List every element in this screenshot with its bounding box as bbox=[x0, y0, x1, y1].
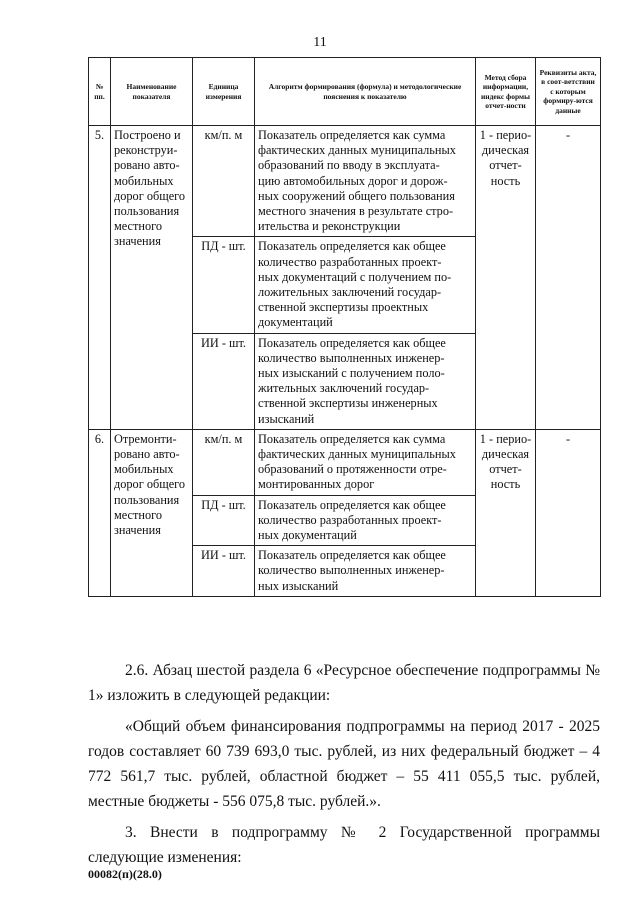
text-line: цию автомобильных дорог и дорож- bbox=[258, 173, 448, 188]
text-line: мобильных bbox=[114, 173, 174, 188]
text-line: ственной экспертизы инженерных bbox=[258, 396, 438, 411]
text-line: дорог общего bbox=[114, 188, 186, 203]
algorithm-cell bbox=[255, 546, 476, 597]
text-line: пользования bbox=[114, 204, 180, 219]
text-line: 1 - перио- bbox=[479, 431, 532, 446]
algorithm-cell bbox=[255, 126, 476, 237]
text-line: количество выполненных инженер- bbox=[258, 350, 445, 365]
requisites-cell: - bbox=[536, 126, 601, 430]
text-line: пользования bbox=[114, 492, 180, 507]
algorithm-cell bbox=[255, 237, 476, 333]
paragraph-2-6: 2.6. Абзац шестой раздела 6 «Ресурсное обеспечение подпрограммы № 1» изложить в следующей редакции: bbox=[88, 662, 600, 704]
header-num: № пп. bbox=[89, 58, 111, 126]
text-line: количество разработанных проект- bbox=[258, 512, 442, 527]
text-line: Показатель определяется как общее bbox=[258, 335, 446, 350]
algorithm-cell bbox=[255, 495, 476, 546]
text-line: Показатель определяется как сумма bbox=[258, 128, 446, 142]
text-line: местного bbox=[114, 219, 162, 234]
unit-cell: ПД - шт. bbox=[193, 495, 255, 546]
text-line: Показатель определяется как общее bbox=[258, 497, 446, 512]
text-line: дическая bbox=[481, 447, 530, 462]
unit-cell: ИИ - шт. bbox=[193, 333, 255, 429]
indicators-table bbox=[88, 57, 601, 597]
text-line: Показатель определяется как общее bbox=[258, 548, 446, 563]
table-body bbox=[89, 126, 601, 597]
method-cell bbox=[476, 126, 536, 430]
text-line: ность bbox=[490, 173, 521, 188]
text-line: фактических данных муниципальных bbox=[258, 143, 456, 158]
text-line: образований о протяженности отре- bbox=[258, 462, 447, 477]
text-line: отчет- bbox=[489, 158, 522, 173]
text-line: Показатель определяется как сумма bbox=[258, 431, 446, 446]
algorithm-cell bbox=[255, 333, 476, 429]
text-line: ных документаций с получением по- bbox=[258, 269, 452, 284]
algorithm-cell bbox=[255, 429, 476, 495]
paragraph-financing: «Общий объем финансирования подпрограммы на период 2017 - 2025 годов составляет 60 739 693,0 тыс. рублей, из них федеральный бюджет – 4 772 561,7 тыс. рублей, областной бюджет – 55 411 055,5 тыс. рублей, местные бюджеты - 556 075,8 тыс. рублей.». bbox=[88, 718, 600, 810]
text-line: документаций bbox=[258, 315, 333, 330]
header-name: Наименование показателя bbox=[111, 58, 193, 126]
text-line: значения bbox=[114, 523, 161, 538]
text-line: количество разработанных проект- bbox=[258, 254, 442, 269]
text-line: Показатель определяется как общее bbox=[258, 239, 446, 254]
text-line: ложительных заключений государ- bbox=[258, 285, 442, 300]
text-line: жительных заключений государ- bbox=[258, 381, 430, 396]
text-line: дорог общего bbox=[114, 477, 186, 492]
text-line: ных изысканий с получением поло- bbox=[258, 366, 445, 381]
row-number: 5. bbox=[89, 126, 111, 430]
text-line: ных сооружений общего пользования bbox=[258, 188, 455, 203]
row-number: 6. bbox=[89, 429, 111, 596]
text-line: мобильных bbox=[114, 462, 174, 477]
text-line: ность bbox=[490, 477, 521, 492]
indicator-name bbox=[111, 429, 193, 596]
requisites-cell: - bbox=[536, 429, 601, 596]
text-line: ственной экспертизы проектных bbox=[258, 300, 429, 315]
text-line: Построено и bbox=[114, 128, 181, 142]
document-code: 00082(п)(28.0) bbox=[88, 867, 162, 881]
header-algorithm: Алгоритм формирования (формула) и методологические пояснения к показателю bbox=[255, 58, 476, 126]
text-line: количество выполненных инженер- bbox=[258, 563, 445, 578]
text-line: значения bbox=[114, 234, 161, 249]
header-unit: Единица измерения bbox=[193, 58, 255, 126]
text-line: ных изысканий bbox=[258, 578, 339, 593]
text-line: монтированных дорог bbox=[258, 477, 375, 492]
unit-cell: ИИ - шт. bbox=[193, 546, 255, 597]
indicator-name bbox=[111, 126, 193, 430]
header-requisites: Реквизиты акта, в соот-ветствии с которым формиру-ются данные bbox=[536, 58, 601, 126]
text-line: отчет- bbox=[489, 462, 522, 477]
paragraph-3: 3. Внести в подпрограмму № 2 Государственной программы следующие изменения: bbox=[88, 824, 600, 866]
text-line: ровано авто- bbox=[114, 447, 180, 462]
text-line: фактических данных муниципальных bbox=[258, 447, 456, 462]
table-row bbox=[89, 429, 601, 495]
text-line: Отремонти- bbox=[114, 431, 177, 446]
text-line: ительства и реконструкции bbox=[258, 219, 401, 234]
header-method: Метод сбора информации, индекс формы отчет-ности bbox=[476, 58, 536, 126]
text-line: 1 - перио- bbox=[479, 128, 532, 142]
text-line: реконструи- bbox=[114, 143, 178, 158]
unit-cell: км/п. м bbox=[193, 126, 255, 237]
page-number: 11 bbox=[313, 35, 327, 50]
method-cell bbox=[476, 429, 536, 596]
text-line: местного bbox=[114, 507, 162, 522]
text-line: ных документаций bbox=[258, 528, 357, 543]
table-header-row bbox=[89, 58, 601, 126]
text-line: дическая bbox=[481, 143, 530, 158]
table-row bbox=[89, 126, 601, 237]
text-line: ровано авто- bbox=[114, 158, 180, 173]
unit-cell: ПД - шт. bbox=[193, 237, 255, 333]
text-line: изысканий bbox=[258, 411, 315, 426]
text-line: образований по вводу в эксплуата- bbox=[258, 158, 440, 173]
text-line: местного значения в результате стро- bbox=[258, 204, 454, 219]
unit-cell: км/п. м bbox=[193, 429, 255, 495]
